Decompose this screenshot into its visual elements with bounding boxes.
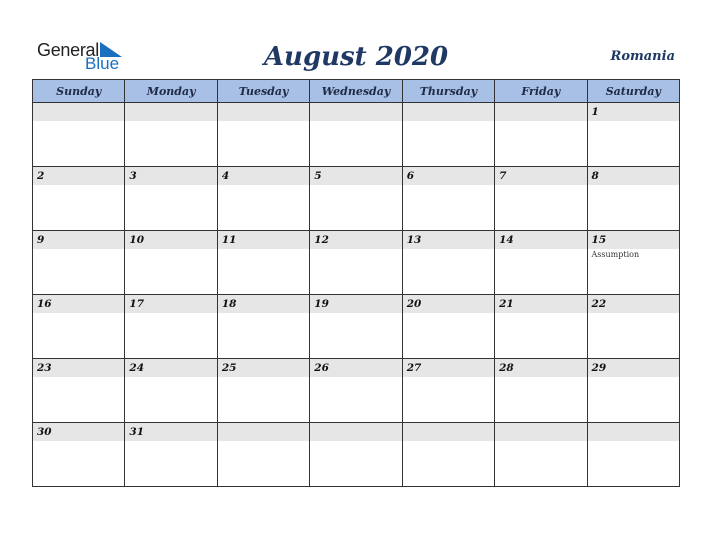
day-number: 22: [588, 295, 679, 313]
weekday-header: Tuesday: [217, 80, 309, 103]
day-number: [310, 423, 401, 441]
day-number: 28: [495, 359, 586, 377]
country-label: Romania: [610, 49, 675, 64]
day-cell: [217, 295, 309, 359]
day-number: 29: [588, 359, 679, 377]
day-cell: [217, 231, 309, 295]
day-number: 19: [310, 295, 401, 313]
day-number: 21: [495, 295, 586, 313]
day-cell: [587, 167, 679, 231]
day-cell: [495, 103, 587, 167]
day-cell: [310, 295, 402, 359]
day-number: 27: [403, 359, 494, 377]
day-cell: [217, 423, 309, 487]
day-number: 11: [218, 231, 309, 249]
day-cell: [495, 231, 587, 295]
day-number: 23: [33, 359, 124, 377]
weekday-header: Monday: [125, 80, 217, 103]
day-number: 4: [218, 167, 309, 185]
day-cell: [217, 359, 309, 423]
day-number: 7: [495, 167, 586, 185]
day-cell: [310, 231, 402, 295]
day-number: 30: [33, 423, 124, 441]
day-cell: [402, 231, 494, 295]
week-row: [33, 103, 680, 167]
calendar-title: August 2020: [263, 42, 449, 72]
day-cell: [402, 295, 494, 359]
day-number: 1: [588, 103, 679, 121]
day-cell: [402, 167, 494, 231]
day-number: 16: [33, 295, 124, 313]
day-cell: [125, 359, 217, 423]
day-cell: [33, 423, 125, 487]
day-cell: [33, 167, 125, 231]
day-cell: [310, 103, 402, 167]
day-number: [125, 103, 216, 121]
day-number: 18: [218, 295, 309, 313]
day-number: [218, 103, 309, 121]
weekday-header-row: [33, 80, 680, 103]
day-cell: [402, 359, 494, 423]
day-number: [218, 423, 309, 441]
day-number: 20: [403, 295, 494, 313]
day-number: [495, 423, 586, 441]
day-number: 8: [588, 167, 679, 185]
day-number: 9: [33, 231, 124, 249]
day-cell: [587, 359, 679, 423]
day-cell: [125, 423, 217, 487]
day-number: [495, 103, 586, 121]
day-cell: [495, 167, 587, 231]
day-number: 3: [125, 167, 216, 185]
week-row: [33, 359, 680, 423]
day-cell: [495, 295, 587, 359]
weekday-header: Wednesday: [310, 80, 402, 103]
day-number: 6: [403, 167, 494, 185]
day-number: [403, 423, 494, 441]
weekday-header: Friday: [495, 80, 587, 103]
day-cell: [125, 167, 217, 231]
day-cell: [217, 103, 309, 167]
day-number: [403, 103, 494, 121]
day-number: 5: [310, 167, 401, 185]
day-number: 14: [495, 231, 586, 249]
day-number: 15: [588, 231, 679, 249]
day-cell: [33, 231, 125, 295]
day-cell: [587, 231, 679, 295]
day-number: 12: [310, 231, 401, 249]
day-cell: [402, 423, 494, 487]
day-cell: [33, 295, 125, 359]
day-number: 31: [125, 423, 216, 441]
logo-text-general: General: [37, 40, 99, 60]
weekday-header: Sunday: [33, 80, 125, 103]
day-number: 2: [33, 167, 124, 185]
day-number: 10: [125, 231, 216, 249]
day-cell: [33, 359, 125, 423]
day-cell: [310, 423, 402, 487]
day-number: 17: [125, 295, 216, 313]
day-cell: [495, 423, 587, 487]
day-cell: [587, 295, 679, 359]
day-cell: [33, 103, 125, 167]
day-cell: [402, 103, 494, 167]
day-cell: [125, 231, 217, 295]
day-cell: [587, 423, 679, 487]
day-cell: [310, 167, 402, 231]
day-number: 13: [403, 231, 494, 249]
holiday-label: Assumption: [591, 250, 640, 259]
weekday-header: Thursday: [402, 80, 494, 103]
day-cell: [587, 103, 679, 167]
day-cell: [125, 103, 217, 167]
day-cell: [495, 359, 587, 423]
week-row: [33, 167, 680, 231]
day-cell: [217, 167, 309, 231]
week-row: [33, 231, 680, 295]
logo-text-blue: Blue: [85, 54, 120, 73]
day-number: [33, 103, 124, 121]
week-row: [33, 295, 680, 359]
day-number: [310, 103, 401, 121]
day-number: [588, 423, 679, 441]
day-number: 25: [218, 359, 309, 377]
week-row: [33, 423, 680, 487]
weekday-header: Saturday: [587, 80, 679, 103]
day-number: 26: [310, 359, 401, 377]
day-cell: [310, 359, 402, 423]
day-number: 24: [125, 359, 216, 377]
day-cell: [125, 295, 217, 359]
calendar-grid: [32, 79, 680, 487]
